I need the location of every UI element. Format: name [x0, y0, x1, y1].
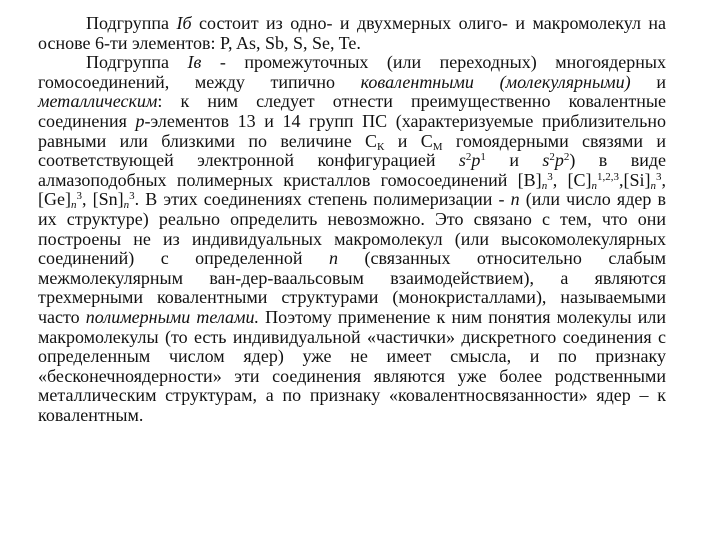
text-run: (связанных относительно слабым межмолекулярным ван-дер-ваальсовым взаимодействием), а являются трехмерными ковалентными структурами (монокристаллами), называемыми часто: [38, 248, 666, 327]
text-run: -элементов 13 и 14 групп ПС (характеризуемые приблизительно равными или близкими по величине С: [38, 110, 667, 151]
italic-text: s: [542, 150, 550, 171]
text-run: ) в виде алмазоподобных полимерных кристаллов гомосоединений [B]: [38, 150, 666, 190]
text-run: состоит из одно- и двухмерных олиго- и макромолекул на основе 6-ти элементов: P, As, Sb, S, Se, Te.: [38, 13, 666, 53]
italic-text: полимерными телами.: [85, 306, 260, 327]
superscript: 3: [656, 170, 662, 183]
italic-text: металлическим: [38, 91, 158, 112]
italic-text: s: [458, 150, 466, 171]
document-page: [38, 14, 666, 425]
italic-text: p: [135, 110, 145, 131]
italic-text: Iб: [176, 13, 192, 33]
italic-text: ковалентными (молекулярными): [360, 71, 631, 92]
paragraph-subgroup-iv: [38, 53, 666, 425]
subscript: n: [70, 199, 77, 212]
superscript: 2: [563, 151, 570, 164]
text-run: , [Ge]: [38, 169, 666, 210]
superscript: 1,2,3: [597, 170, 619, 183]
italic-text: Iв: [187, 52, 202, 73]
subscript: К: [377, 140, 385, 153]
text-run: и С: [384, 130, 433, 151]
text-run: (или число ядер в их структуре) реально определить невозможно. Это связано с тем, что они построены не из индивидуальных макромолекул (или высокомолекулярных соединений) с определенной: [38, 189, 667, 269]
text-run: , [C]: [552, 169, 592, 190]
text-run: , [Sn]: [81, 189, 124, 210]
superscript: 2: [465, 151, 472, 164]
subscript: n: [123, 199, 130, 212]
text-run: ,[Si]: [619, 169, 651, 190]
superscript: 3: [129, 190, 135, 203]
subscript: М: [432, 140, 443, 153]
paragraph-subgroup-ib: [38, 14, 666, 53]
superscript: 3: [76, 190, 82, 203]
superscript: 2: [549, 151, 555, 164]
text-run: Поэтому применение к ним понятия молекулы или макромолекулы (то есть индивидуальной «частички» дискретного соединения с определенным числом ядер) уже не имеет смысла, и по признаку «бесконечноядерности» эти соединения являются уже более родственными металлическим структурам, а по признаку «ковалентносвязанности» ядер – к ковалентным.: [38, 306, 666, 425]
subscript: n: [591, 179, 597, 192]
text-run: гомоядерными связями и соответствующей электронной конфигурацией: [38, 130, 666, 171]
italic-text: n: [510, 189, 520, 210]
superscript: 3: [547, 170, 553, 183]
subscript: n: [541, 179, 548, 192]
italic-text: p: [471, 150, 481, 171]
subscript: n: [650, 179, 656, 192]
text-run: : к ним следует отнести преимущественно ковалентные соединения: [38, 91, 666, 131]
text-run: . В этих соединениях степень полимеризации -: [134, 189, 511, 210]
italic-text: n: [329, 248, 339, 269]
italic-text: p: [554, 150, 564, 171]
text-run: и: [485, 150, 543, 171]
text-run: Подгруппа: [86, 13, 177, 33]
text-run: и: [630, 71, 666, 92]
text-run: Подгруппа: [86, 52, 188, 73]
text-run: - промежуточных (или переходных) многоядерных гомосоединений, между типично: [38, 52, 666, 92]
superscript: 1: [480, 151, 486, 164]
